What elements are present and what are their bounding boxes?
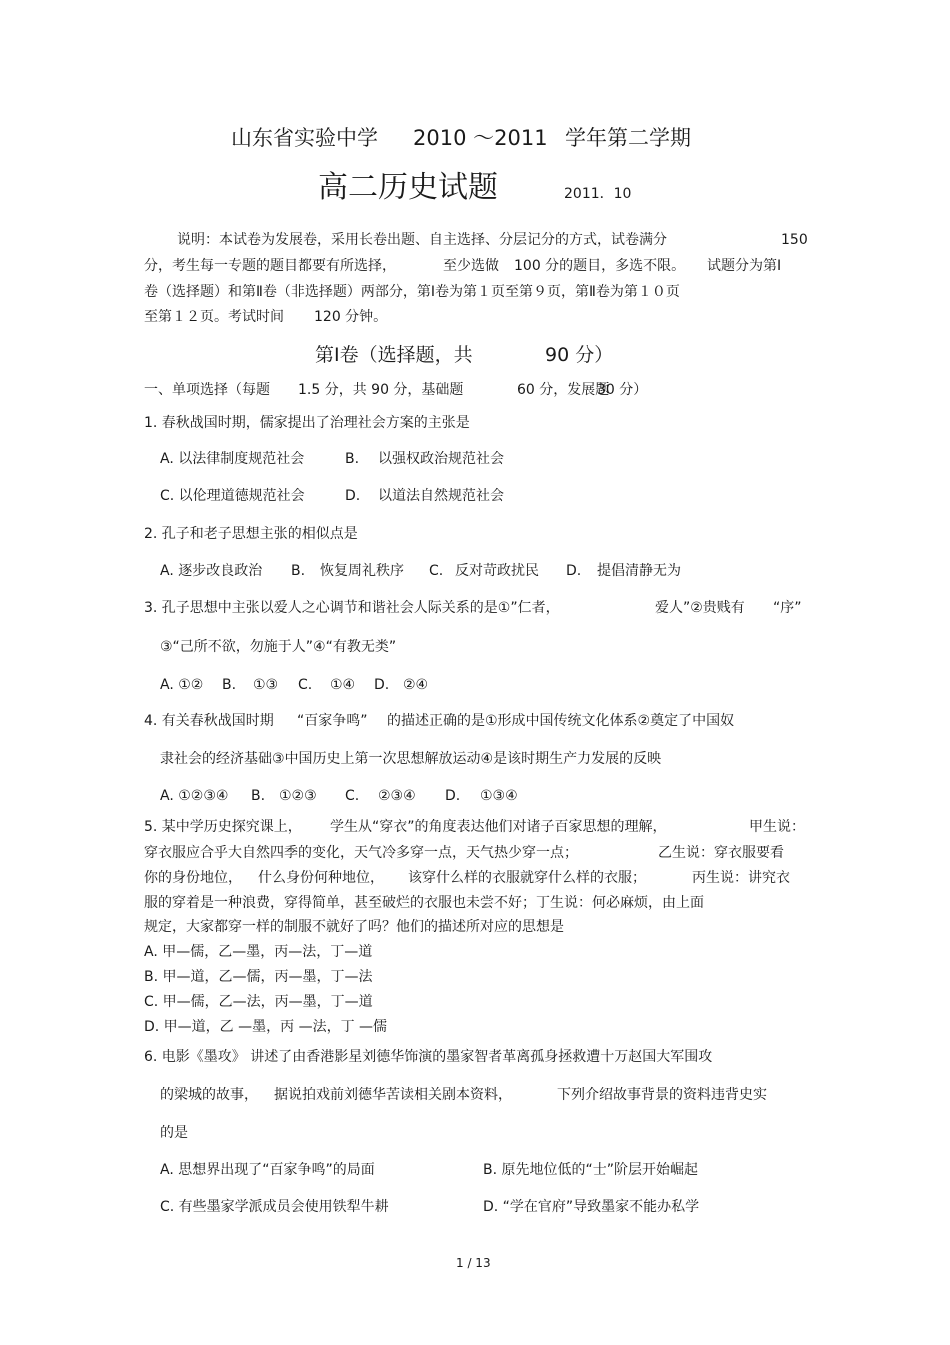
question-3-stem-d: ③“己所不欲，勿施于人”④“有教无类” xyxy=(160,639,397,655)
question-4-stem-d: 隶社会的经济基础③中国历史上第一次思想解放运动④是该时期生产力发展的反映 xyxy=(160,751,662,767)
q5-option-b: B. 甲—道，乙—儒，丙—墨，丁—法 xyxy=(144,969,373,985)
question-5-line-1c: 甲生说： xyxy=(749,819,805,835)
q3-option-c-label: C. xyxy=(298,677,313,693)
q1-option-a: A. 以法律制度规范社会 xyxy=(160,451,305,467)
q1-option-d-label: D. xyxy=(345,488,361,504)
question-4-stem-b: “百家争鸣” xyxy=(297,713,368,729)
q2-option-c-text: 反对苛政扰民 xyxy=(455,563,539,579)
question-5-line-1b: 学生从“穿衣”的角度表达他们对诸子百家思想的理解， xyxy=(330,819,667,835)
q2-option-b-text: 恢复周礼秩序 xyxy=(320,563,404,579)
question-4-stem-c: 的描述正确的是①形成中国传统文化体系②奠定了中国奴 xyxy=(387,713,735,729)
q6-option-a: A. 思想界出现了“百家争鸣”的局面 xyxy=(160,1162,375,1178)
question-5-line-4: 服的穿着是一种浪费，穿得简单，甚至破烂的衣服也未尝不好；丁生说：何必麻烦，由上面 xyxy=(144,895,704,911)
q1-option-c: C. 以伦理道德规范社会 xyxy=(160,488,305,504)
school-name: 山东省实验中学 xyxy=(231,126,378,150)
part-heading-a: 一、单项选择（每题 xyxy=(144,382,270,398)
question-5-line-1a: 5. 某中学历史探究课上， xyxy=(144,819,302,835)
question-6-line-2c: 下列介绍故事背景的资料违背史实 xyxy=(557,1087,767,1103)
question-6-line-1: 6. 电影《墨攻》 讲述了由香港影星刘德华饰演的墨家智者革离孤身拯救遭十万赵国大军围攻 xyxy=(144,1049,713,1065)
part-heading-c: 60 分，发展题 xyxy=(517,382,610,398)
q2-option-b-label: B. xyxy=(291,563,306,579)
q3-option-b-label: B. xyxy=(222,677,237,693)
q6-option-b: B. 原先地位低的“士”阶层开始崛起 xyxy=(483,1162,699,1178)
exam-title: 高二历史试题 xyxy=(318,170,498,205)
question-3-stem-a: 3. 孔子思想中主张以爱人之心调节和谐社会人际关系的是①”仁者， xyxy=(144,600,560,616)
q4-option-c-label: C. xyxy=(345,788,360,804)
q5-option-a: A. 甲—儒，乙—墨，丙—法，丁—道 xyxy=(144,944,373,960)
instructions-line-2d: 试题分为第Ⅰ xyxy=(707,258,782,274)
question-1-stem: 1. 春秋战国时期，儒家提出了治理社会方案的主张是 xyxy=(144,415,470,431)
q4-option-a: A. ①②③④ xyxy=(160,788,229,804)
q4-option-d-label: D. xyxy=(445,788,461,804)
question-3-stem-b: 爱人”②贵贱有 xyxy=(655,600,745,616)
question-5-line-5: 规定，大家都穿一样的制服不就好了吗？他们的描述所对应的思想是 xyxy=(144,919,564,935)
semester: 学年第二学期 xyxy=(565,126,691,150)
question-6-line-3: 的是 xyxy=(160,1125,188,1141)
q2-option-d-label: D. xyxy=(566,563,582,579)
question-2-stem: 2. 孔子和老子思想主张的相似点是 xyxy=(144,526,358,542)
question-6-line-2a: 的梁城的故事， xyxy=(160,1087,258,1103)
q1-option-b-text: 以强权政治规范社会 xyxy=(378,451,504,467)
q2-option-a: A. 逐步改良政治 xyxy=(160,563,263,579)
q1-option-d-text: 以道法自然规范社会 xyxy=(378,488,504,504)
question-3-stem-c: “序” xyxy=(773,600,802,616)
instructions-line-1: 说明：本试卷为发展卷，采用长卷出题、自主选择、分层记分的方式，试卷满分 xyxy=(177,232,667,248)
q4-option-c-text: ②③④ xyxy=(378,788,416,804)
question-6-line-2b: 据说拍戏前刘德华苦读相关剧本资料， xyxy=(274,1087,512,1103)
school-years: 2010 ～2011 xyxy=(413,126,548,150)
question-4-stem-a: 4. 有关春秋战国时期 xyxy=(144,713,274,729)
question-5-line-3b: 什么身份何种地位， xyxy=(258,870,384,886)
part-heading-d: 30 分） xyxy=(597,382,648,398)
q2-option-d-text: 提倡清静无为 xyxy=(597,563,681,579)
question-5-line-3d: 丙生说：讲究衣 xyxy=(692,870,790,886)
q1-option-b-label: B. xyxy=(345,451,360,467)
part-heading-b: 1.5 分，共 90 分，基础题 xyxy=(298,382,464,398)
q3-option-a: A. ①② xyxy=(160,677,204,693)
question-5-line-2a: 穿衣服应合乎大自然四季的变化，天气冷多穿一点，天气热少穿一点； xyxy=(144,845,578,861)
question-5-line-3a: 你的身份地位， xyxy=(144,870,242,886)
instructions-line-4b: 120 分钟。 xyxy=(314,309,388,325)
q3-option-c-text: ①④ xyxy=(330,677,356,693)
instructions-line-3: 卷（选择题）和第Ⅱ卷（非选择题）两部分，第Ⅰ卷为第１页至第９页，第Ⅱ卷为第１０页 xyxy=(144,284,680,300)
exam-date: 2011．10 xyxy=(564,186,632,202)
page-number: 1 / 13 xyxy=(456,1256,491,1270)
question-5-line-3c: 该穿什么样的衣服就穿什么样的衣服； xyxy=(408,870,646,886)
q4-option-b-text: ①②③ xyxy=(279,788,317,804)
q6-option-c: C. 有些墨家学派成员会使用铁犁牛耕 xyxy=(160,1199,389,1215)
q5-option-d: D. 甲—道，乙 —墨，丙 —法，丁 —儒 xyxy=(144,1019,388,1035)
q3-option-d-text: ②④ xyxy=(403,677,429,693)
instructions-line-4a: 至第１２页。考试时间 xyxy=(144,309,284,325)
instructions-score: 150 xyxy=(781,232,808,248)
q4-option-d-text: ①③④ xyxy=(480,788,518,804)
q3-option-d-label: D. xyxy=(374,677,390,693)
q3-option-b-text: ①③ xyxy=(253,677,279,693)
q2-option-c-label: C. xyxy=(429,563,444,579)
q5-option-c: C. 甲—儒，乙—法，丙—墨，丁—道 xyxy=(144,994,373,1010)
question-5-line-2b: 乙生说：穿衣服要看 xyxy=(658,845,784,861)
instructions-line-2b: 至少选做 xyxy=(443,258,499,274)
q6-option-d: D. “学在官府”导致墨家不能办私学 xyxy=(483,1199,700,1215)
q4-option-b-label: B. xyxy=(251,788,266,804)
section-heading: 第Ⅰ卷（选择题，共 xyxy=(315,344,473,366)
section-heading-score: 90 分） xyxy=(545,344,614,366)
instructions-line-2a: 分，考生每一专题的题目都要有所选择， xyxy=(144,258,396,274)
instructions-line-2c: 100 分的题目，多选不限。 xyxy=(514,258,686,274)
